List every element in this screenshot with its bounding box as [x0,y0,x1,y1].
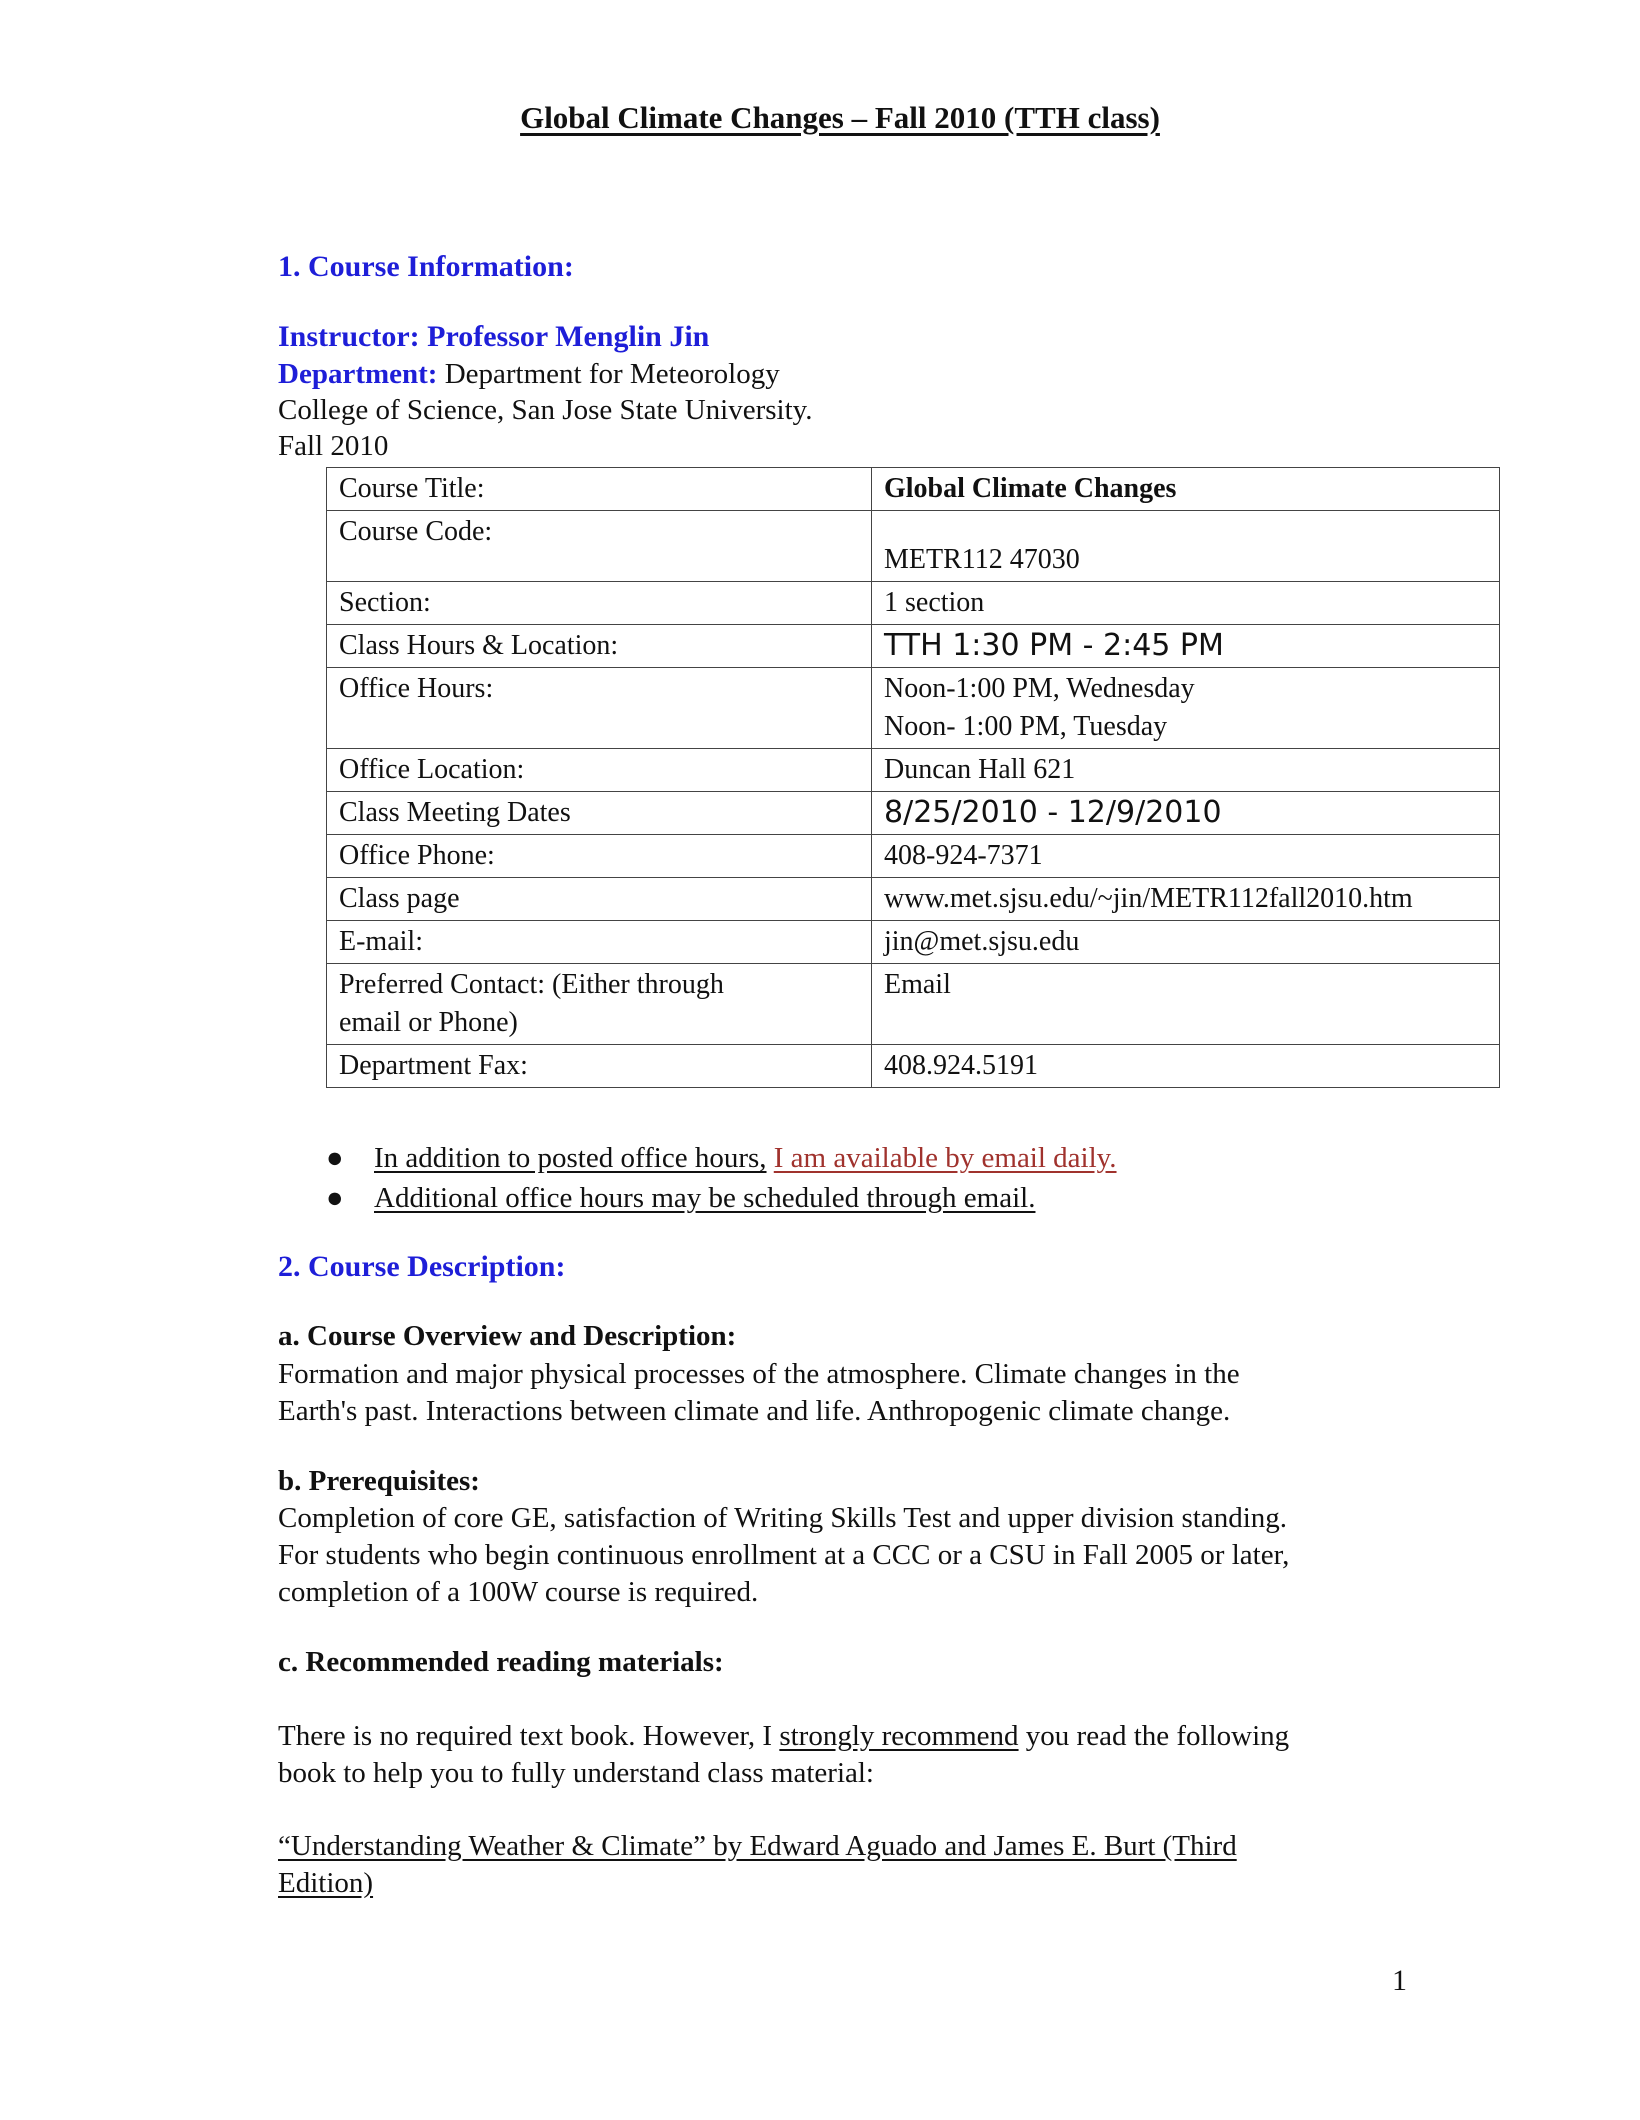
table-row [327,582,1500,625]
row-value: Global Climate Changes [872,468,1500,511]
row-value: 8/25/2010 - 12/9/2010 [872,792,1500,835]
reading-line [278,1718,1289,1755]
row-value: 1 section [872,582,1500,625]
table-row [327,625,1500,668]
preferred-contact-label-2: email or Phone) [339,1007,518,1038]
table-row [327,668,1500,749]
department-label: Department: [278,358,438,390]
row-label: Department Fax: [327,1045,872,1088]
table-row [327,921,1500,964]
page-number: 1 [1392,1964,1407,1997]
overview-line: Formation and major physical processes of the atmosphere. Climate changes in the [278,1358,1240,1390]
book-line: “Understanding Weather & Climate” by Edward Aguado and James E. Burt (Third [278,1830,1237,1862]
list-item [326,1178,1117,1218]
row-value: METR112 47030 [872,511,1500,582]
row-label: Course Code: [327,511,872,582]
overview-text [278,1356,1240,1430]
bullet-text-1a: In addition to posted office hours, [374,1142,767,1174]
book-line: Edition) [278,1867,374,1899]
prerequisites-line: completion of a 100W course is required. [278,1576,759,1608]
table-row [327,964,1500,1045]
table-row [327,749,1500,792]
prerequisites-line: For students who begin continuous enrollment at a CCC or a CSU in Fall 2005 or later, [278,1539,1290,1571]
reading-text-c: you read the following [1018,1720,1290,1752]
reading-heading: c. Recommended reading materials: [278,1646,724,1678]
row-label: Class Hours & Location: [327,625,872,668]
section-1-heading: 1. Course Information: [278,250,574,283]
row-label: Section: [327,582,872,625]
document-title: Global Climate Changes – Fall 2010 (TTH class) [520,100,1160,135]
bullet-icon: ● [326,1182,344,1214]
row-label: Class Meeting Dates [327,792,872,835]
instructor-line: Instructor: Professor Menglin Jin [278,320,710,353]
row-label [327,964,872,1045]
reading-text-a: There is no required text book. However, I [278,1720,780,1752]
table-row [327,835,1500,878]
row-value: 408-924-7371 [872,835,1500,878]
table-row [327,792,1500,835]
row-value: TTH 1:30 PM - 2:45 PM [872,625,1500,668]
row-label: Course Title: [327,468,872,511]
department-value: Department for Meteorology [444,358,780,390]
section-2-heading: 2. Course Description: [278,1250,566,1283]
overview-heading: a. Course Overview and Description: [278,1320,737,1352]
prerequisites-heading: b. Prerequisites: [278,1465,480,1497]
row-label: E-mail: [327,921,872,964]
row-value: Email [872,964,1500,1045]
bullet-icon: ● [326,1142,344,1174]
list-item [326,1138,1117,1178]
prerequisites-text [278,1500,1289,1611]
prerequisites-line: Completion of core GE, satisfaction of Writing Skills Test and upper division standing. [278,1502,1287,1534]
office-hours-notes [326,1138,1117,1218]
row-value [872,668,1500,749]
college-line: College of Science, San Jose State University. [278,394,813,426]
course-info-table [326,467,1500,1088]
office-hours-2: Noon- 1:00 PM, Tuesday [884,711,1168,742]
table-row [327,468,1500,511]
row-value: 408.924.5191 [872,1045,1500,1088]
department-line [278,358,780,391]
table-row [327,878,1500,921]
class-page-link[interactable]: www.met.sjsu.edu/~jin/METR112fall2010.htm [872,878,1500,921]
preferred-contact-label-1: Preferred Contact: (Either through [339,969,724,1000]
term-line: Fall 2010 [278,430,389,462]
row-label: Office Phone: [327,835,872,878]
row-label: Class page [327,878,872,921]
row-label: Office Hours: [327,668,872,749]
office-hours-1: Noon-1:00 PM, Wednesday [884,673,1195,704]
row-label: Office Location: [327,749,872,792]
reading-line: book to help you to fully understand class material: [278,1757,874,1789]
row-value: Duncan Hall 621 [872,749,1500,792]
bullet-text-2: Additional office hours may be scheduled through email. [374,1182,1036,1214]
table-row [327,511,1500,582]
bullet-text-1b: I am available by email daily. [773,1142,1117,1174]
reading-text [278,1718,1289,1792]
table-row [327,1045,1500,1088]
overview-line: Earth's past. Interactions between climate and life. Anthropogenic climate change. [278,1395,1231,1427]
reading-emphasis: strongly recommend [779,1720,1019,1752]
book-reference [278,1828,1237,1902]
email-link[interactable]: jin@met.sjsu.edu [872,921,1500,964]
